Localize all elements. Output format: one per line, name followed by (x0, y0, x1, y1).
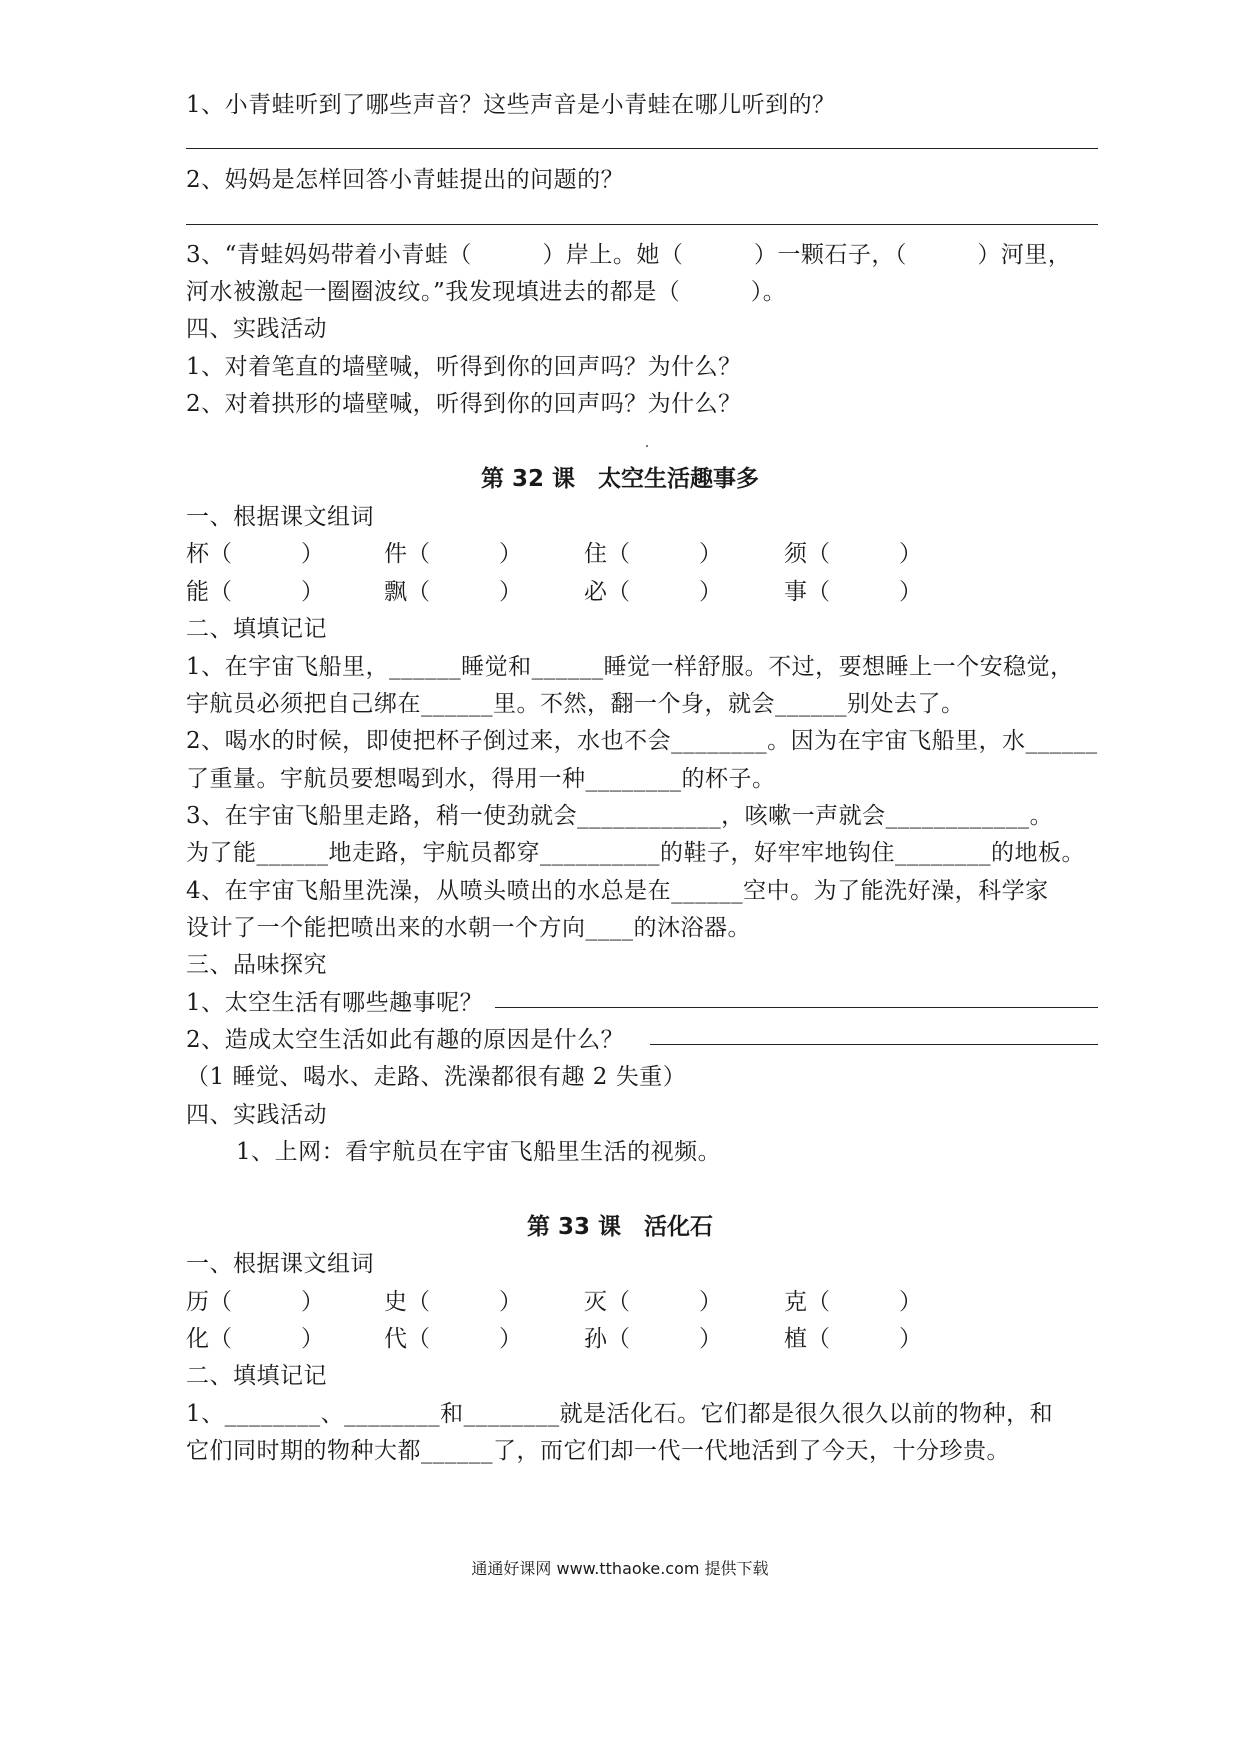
word-item: 事（ ） (784, 579, 922, 605)
word-item: 件（ ） (384, 541, 522, 567)
fill-line: 3、在宇宙飞船里走路，稍一使劲就会____________，咳嗽一声就会____________。 (186, 803, 1054, 829)
word-item: 历（ ） (186, 1289, 324, 1315)
section-heading: 二、填填记记 (186, 616, 327, 642)
practice-item-2: 2、对着拱形的墙壁喊，听得到你的回声吗？为什么？ (186, 391, 742, 417)
word-item: 能（ ） (186, 579, 324, 605)
fill-line: 2、喝水的时候，即使把杯子倒过来，水也不会________。因为在宇宙飞船里，水______ (186, 728, 1098, 754)
fill-line: 1、在宇宙飞船里，______睡觉和______睡觉一样舒服。不过，要想睡上一个安稳觉， (186, 654, 1074, 680)
answer-line (495, 1007, 1098, 1008)
word-item: 克（ ） (784, 1289, 922, 1315)
answer-line (650, 1044, 1098, 1045)
lesson-32-title: 第 32 课 太空生活趣事多 (480, 466, 760, 492)
word-item: 化（ ） (186, 1326, 324, 1352)
section-heading: 一、根据课文组词 (186, 504, 374, 530)
practice-item-1: 1、上网：看宇航员在宇宙飞船里生活的视频。 (236, 1139, 722, 1165)
word-item: 代（ ） (384, 1326, 522, 1352)
fill-line: 设计了一个能把喷出来的水朝一个方向____的沐浴器。 (186, 915, 751, 941)
fill-line: 它们同时期的物种大都______了，而它们却一代一代地活到了今天，十分珍贵。 (186, 1438, 1010, 1464)
word-item: 史（ ） (384, 1289, 522, 1315)
practice-item-1: 1、对着笔直的墙壁喊，听得到你的回声吗？为什么？ (186, 354, 742, 380)
section-heading: 二、填填记记 (186, 1363, 327, 1389)
fill-line: 为了能______地走路，宇航员都穿__________的鞋子，好牢牢地钩住________的地板。 (186, 840, 1085, 866)
question-2: 2、妈妈是怎样回答小青蛙提出的问题的？ (186, 167, 625, 193)
word-item: 杯（ ） (186, 541, 324, 567)
footer-credit: 通通好课网 www.tthaoke.com 提供下载 (471, 1559, 769, 1578)
answer-note: （1 睡觉、喝水、走路、洗澡都很有趣 2 失重） (186, 1064, 687, 1090)
section-heading: 一、根据课文组词 (186, 1251, 374, 1277)
fill-line: 4、在宇宙飞船里洗澡，从喷头喷出的水总是在______空中。为了能洗好澡，科学家 (186, 878, 1049, 904)
fill-line: 宇航员必须把自己绑在______里。不然，翻一个身，就会______别处去了。 (186, 691, 965, 717)
word-item: 灭（ ） (584, 1289, 722, 1315)
word-item: 须（ ） (784, 541, 922, 567)
question-3-line-2: 河水被激起一圈圈波纹。”我发现填进去的都是（ ）。 (186, 279, 787, 305)
fill-line: 1、________、________和________就是活化石。它们都是很久很久以前的物种，和 (186, 1401, 1054, 1427)
word-item: 必（ ） (584, 579, 722, 605)
word-item: 植（ ） (784, 1326, 922, 1352)
word-item: 飘（ ） (384, 579, 522, 605)
fill-line: 了重量。宇航员要想喝到水，得用一种________的杯子。 (186, 766, 776, 792)
word-item: 住（ ） (584, 541, 722, 567)
practice-heading: 四、实践活动 (186, 316, 327, 342)
explore-question-1: 1、太空生活有哪些趣事呢？ (186, 990, 484, 1016)
answer-line (186, 224, 1098, 225)
answer-line (186, 148, 1098, 149)
explore-question-2: 2、造成太空生活如此有趣的原因是什么？ (186, 1027, 625, 1053)
word-item: 孙（ ） (584, 1326, 722, 1352)
section-heading: 四、实践活动 (186, 1102, 327, 1128)
lesson-33-title: 第 33 课 活化石 (526, 1214, 714, 1240)
scan-speck (646, 445, 648, 447)
section-heading: 三、品味探究 (186, 952, 327, 978)
question-1: 1、小青蛙听到了哪些声音？这些声音是小青蛙在哪儿听到的？ (186, 92, 836, 118)
question-3-line-1: 3、“青蛙妈妈带着小青蛙（ ）岸上。她（ ）一颗石子，（ ）河里， (186, 242, 1072, 268)
